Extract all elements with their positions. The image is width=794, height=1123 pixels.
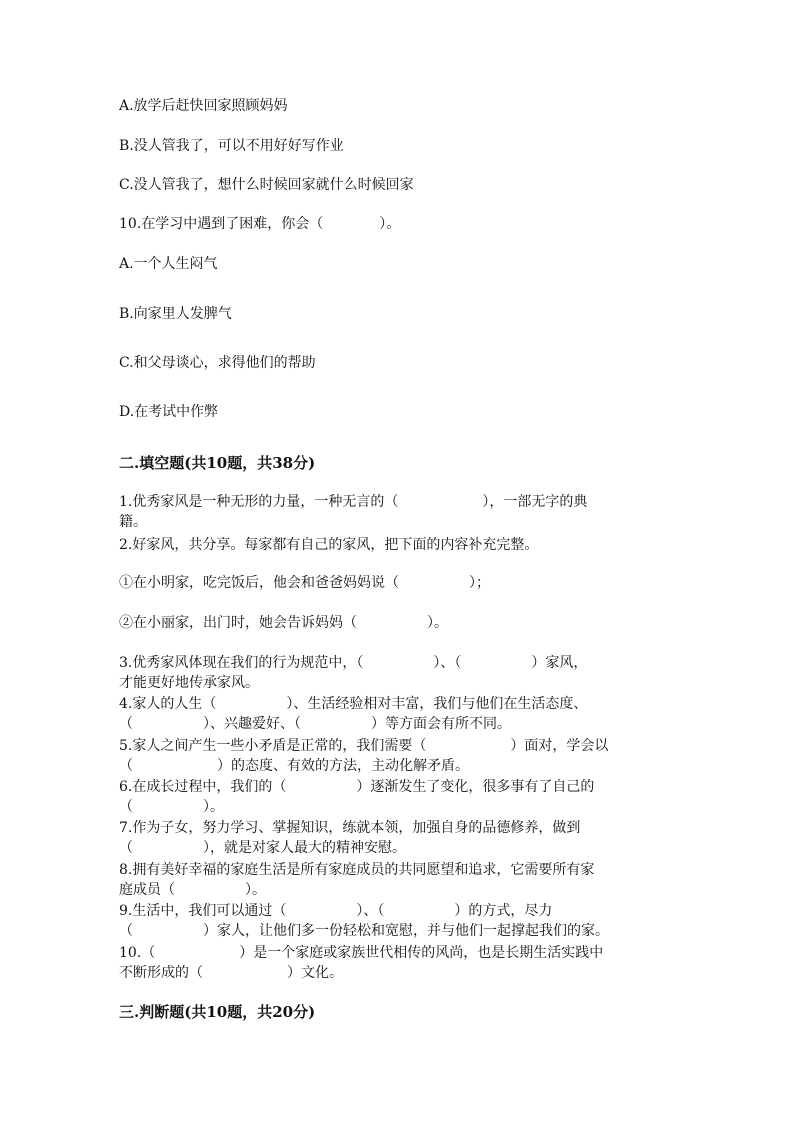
q10-option-b: B.向家里人发脾气 (119, 306, 232, 322)
fill-q7-line2: （ ），就是对家人最大的精神安慰。 (119, 840, 406, 856)
section3-title: 三.判断题(共10题，共20分) (119, 1003, 316, 1021)
fill-q2: 2.好家风，共分享。每家都有自己的家风，把下面的内容补充完整。 (119, 537, 539, 553)
fill-q1-line1: 1.优秀家风是一种无形的力量，一种无言的（ ），一部无字的典 (119, 494, 588, 510)
q10-option-c: C.和父母谈心，求得他们的帮助 (119, 355, 316, 371)
fill-q6-line1: 6.在成长过程中，我们的（ ）逐渐发生了变化，很多事有了自己的 (119, 779, 595, 795)
fill-q3-line1: 3.优秀家风体现在我们的行为规范中，（ ）、（ ）家风， (119, 655, 588, 671)
fill-q9-line1: 9.生活中，我们可以通过（ ）、（ ）的方式，尽力 (119, 903, 553, 919)
fill-q1-line2: 籍。 (119, 514, 147, 530)
q9-option-a: A.放学后赶快回家照顾妈妈 (119, 98, 288, 114)
q10-option-d: D.在考试中作弊 (119, 404, 219, 420)
fill-q6-line2: （ ）。 (119, 799, 224, 815)
q10-option-a: A.一个人生闷气 (119, 256, 218, 272)
q9-option-c: C.没人管我了，想什么时候回家就什么时候回家 (119, 177, 414, 193)
fill-q3-line2: 才能更好地传承家风。 (119, 675, 259, 691)
fill-q9-line2: （ ）家人，让他们多一份轻松和宽慰，并与他们一起撑起我们的家。 (119, 923, 609, 939)
fill-q5-line1: 5.家人之间产生一些小矛盾是正常的，我们需要（ ）面对，学会以 (119, 738, 609, 754)
q9-option-b: B.没人管我了，可以不用好好写作业 (119, 138, 344, 154)
fill-q4-line2: （ ）、兴趣爱好、（ ）等方面会有所不同。 (119, 716, 511, 732)
fill-q8-line2: 庭成员（ ）。 (119, 882, 266, 898)
fill-q4-line1: 4.家人的人生（ ）、生活经验相对丰富，我们与他们在生活态度、 (119, 696, 588, 712)
fill-q2-a: ①在小明家，吃完饭后，他会和爸爸妈妈说（ ）； (119, 575, 490, 591)
fill-q5-line2: （ ）的态度、有效的方法，主动化解矛盾。 (119, 758, 469, 774)
q10-stem: 10.在学习中遇到了困难，你会（ ）。 (119, 216, 401, 232)
fill-q10-line1: 10.（ ）是一个家庭或家族世代相传的风尚，也是长期生活实践中 (119, 945, 604, 961)
fill-q7-line1: 7.作为子女，努力学习、掌握知识，练就本领，加强自身的品德修养，做到 (119, 820, 581, 836)
fill-q10-line2: 不断形成的（ ）文化。 (119, 965, 343, 981)
section2-title: 二.填空题(共10题，共38分) (119, 454, 316, 472)
fill-q8-line1: 8.拥有美好幸福的家庭生活是所有家庭成员的共同愿望和追求，它需要所有家 (119, 862, 595, 878)
fill-q2-b: ②在小丽家，出门时，她会告诉妈妈（ ）。 (119, 615, 448, 631)
